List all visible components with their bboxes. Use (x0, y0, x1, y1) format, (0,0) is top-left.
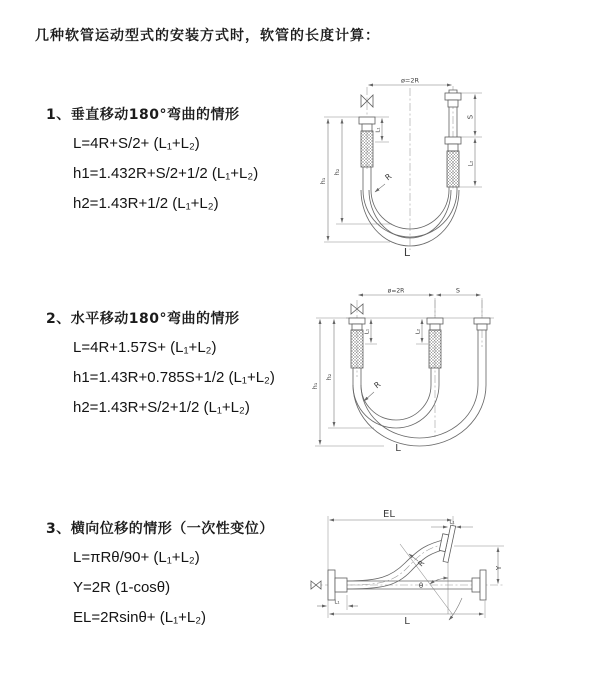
page-title: 几种软管运动型式的安装方式时，软管的长度计算： (35, 28, 380, 44)
dim-label-h2: h₂ (325, 373, 333, 381)
dim-label-width: ø=2R (387, 287, 405, 295)
middle-fitting (427, 318, 443, 368)
section-2-formula-h2: h2=1.43R+S/2+1/2 (L₁+L₂) (73, 399, 250, 416)
length-label: L (403, 246, 411, 259)
dim-label-h1: h₁ (319, 177, 327, 185)
left-fitting (349, 318, 365, 368)
section-3-formula-Y: Y=2R (1-cosθ) (73, 579, 171, 596)
right-flange (472, 570, 486, 600)
dim-label-y: Y (495, 565, 503, 571)
radius-label: R (383, 171, 394, 183)
diagram-lateral-displacement (300, 502, 600, 662)
section-2 (46, 308, 336, 423)
dim-label-s: S (455, 286, 461, 295)
extension-lines (328, 516, 504, 618)
dimension-lines (317, 520, 498, 614)
diagram-horizontal-180-bend (310, 285, 590, 455)
length-label: L (404, 616, 410, 627)
hose-curves (353, 330, 486, 446)
dim-label-s: S (466, 114, 475, 120)
length-label: L (395, 443, 401, 454)
dim-label-el: EL (383, 509, 395, 520)
section-1 (46, 104, 336, 219)
right-fitting (445, 90, 461, 187)
dimension-lines (320, 295, 481, 445)
left-fitting (359, 117, 375, 167)
centerlines (357, 300, 482, 437)
extension-lines (315, 298, 494, 446)
dim-label-l2: L₂ (467, 160, 475, 167)
section-2-heading: 2、水平移动180°弯曲的情形 (46, 311, 240, 327)
section-2-formula-L: L=4R+1.57S+ (L₁+L₂) (73, 339, 217, 356)
section-2-formula-h1: h1=1.43R+0.785S+1/2 (L₁+L₂) (73, 369, 275, 386)
radius-leader (364, 392, 374, 401)
dim-label-h2: h₂ (333, 168, 341, 176)
dim-label-h1: h₁ (311, 382, 319, 390)
section-3 (46, 518, 336, 633)
dim-label-l1: L₁ (364, 328, 371, 335)
section-3-formula-EL: EL=2Rsinθ+ (L₁+L₂) (73, 609, 207, 626)
dim-label-l2: L₂ (415, 328, 422, 335)
shifted-fitting (474, 318, 490, 330)
diagram-vertical-180-bend (318, 72, 583, 262)
section-3-formula-L: L=πRθ/90+ (L₁+L₂) (73, 549, 200, 566)
dim-label-l1-left: L₁ (334, 599, 340, 606)
dim-label-l1-top: L₁ (449, 519, 455, 526)
radius-label: R (415, 558, 427, 569)
section-1-heading: 1、垂直移动180°弯曲的情形 (46, 107, 240, 123)
section-3-heading: 3、横向位移的情形（一次性变位） (46, 521, 274, 537)
valve-icon (311, 581, 321, 589)
left-flange (328, 570, 347, 600)
section-1-formula-h2: h2=1.43R+1/2 (L₁+L₂) (73, 195, 219, 212)
theta-label: θ (418, 582, 424, 590)
radius-label: R (372, 379, 383, 391)
upper-flange (437, 524, 455, 562)
dim-label-l1: L₁ (375, 127, 382, 133)
dim-label-width: ø=2R (400, 76, 420, 85)
section-1-formula-L: L=4R+S/2+ (L₁+L₂) (73, 135, 200, 152)
centerlines (367, 86, 453, 250)
section-1-formula-h1: h1=1.432R+S/2+1/2 (L₁+L₂) (73, 165, 259, 182)
radius-leader (375, 184, 385, 192)
